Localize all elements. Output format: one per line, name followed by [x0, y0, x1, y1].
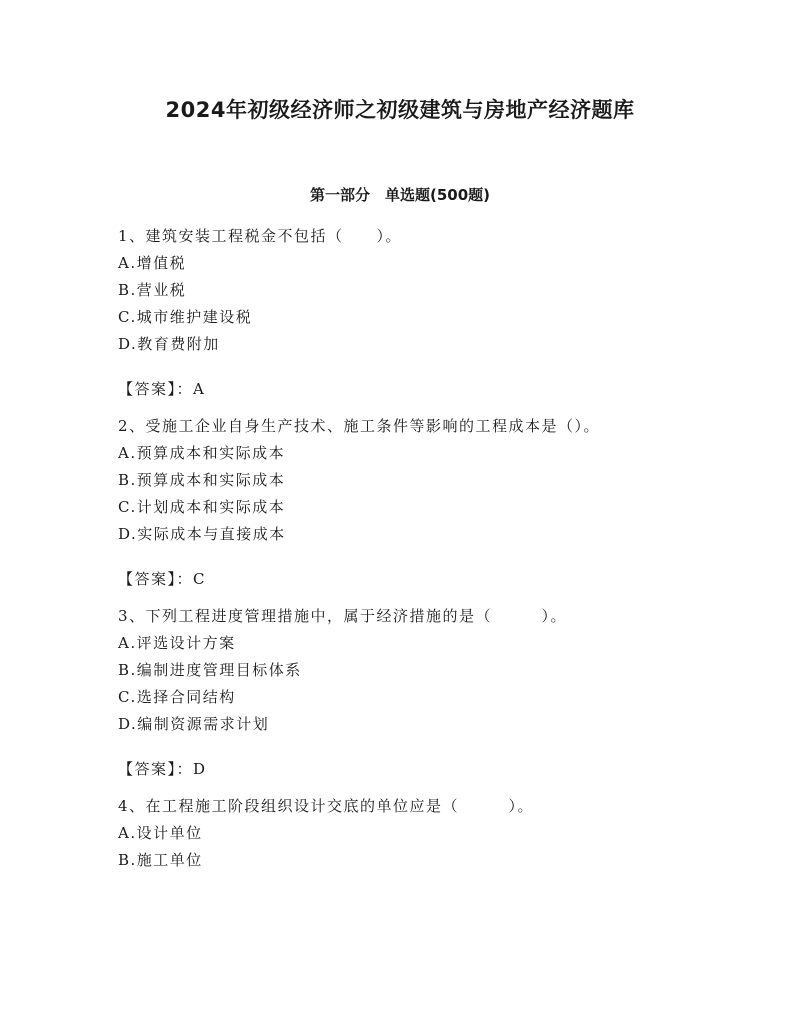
option-a: A.设计单位	[118, 824, 203, 842]
question-stem: 2、受施工企业自身生产技术、施工条件等影响的工程成本是（）。	[118, 417, 601, 435]
option-a: A.评选设计方案	[118, 634, 236, 652]
option-b: B.施工单位	[118, 851, 203, 869]
option-b: B.预算成本和实际成本	[118, 471, 286, 489]
option-b: B.编制进度管理目标体系	[118, 661, 302, 679]
document-title: 2024年初级经济师之初级建筑与房地产经济题库	[165, 98, 635, 122]
answer-line: 【答案】：C	[118, 570, 206, 588]
section-title: 第一部分 单选题(500题)	[309, 186, 491, 204]
question-stem: 1、建筑安装工程税金不包括（ ）。	[118, 227, 403, 245]
option-b: B.营业税	[118, 281, 187, 299]
option-c: C.城市维护建设税	[118, 308, 253, 326]
question-item	[118, 793, 718, 874]
option-c: C.计划成本和实际成本	[118, 498, 286, 516]
option-c: C.选择合同结构	[118, 688, 236, 706]
question-item	[118, 413, 718, 593]
option-d: D.实际成本与直接成本	[118, 525, 286, 543]
answer-line: 【答案】：D	[118, 760, 207, 778]
option-a: A.增值税	[118, 254, 187, 272]
option-d: D.编制资源需求计划	[118, 715, 270, 733]
question-item	[118, 223, 718, 403]
option-a: A.预算成本和实际成本	[118, 444, 286, 462]
answer-line: 【答案】：A	[118, 380, 206, 398]
option-d: D.教育费附加	[118, 335, 220, 353]
question-item	[118, 603, 718, 783]
question-stem: 3、下列工程进度管理措施中，属于经济措施的是（ ）。	[118, 607, 568, 625]
question-stem: 4、在工程施工阶段组织设计交底的单位应是（ ）。	[118, 797, 535, 815]
question-list	[118, 223, 718, 874]
